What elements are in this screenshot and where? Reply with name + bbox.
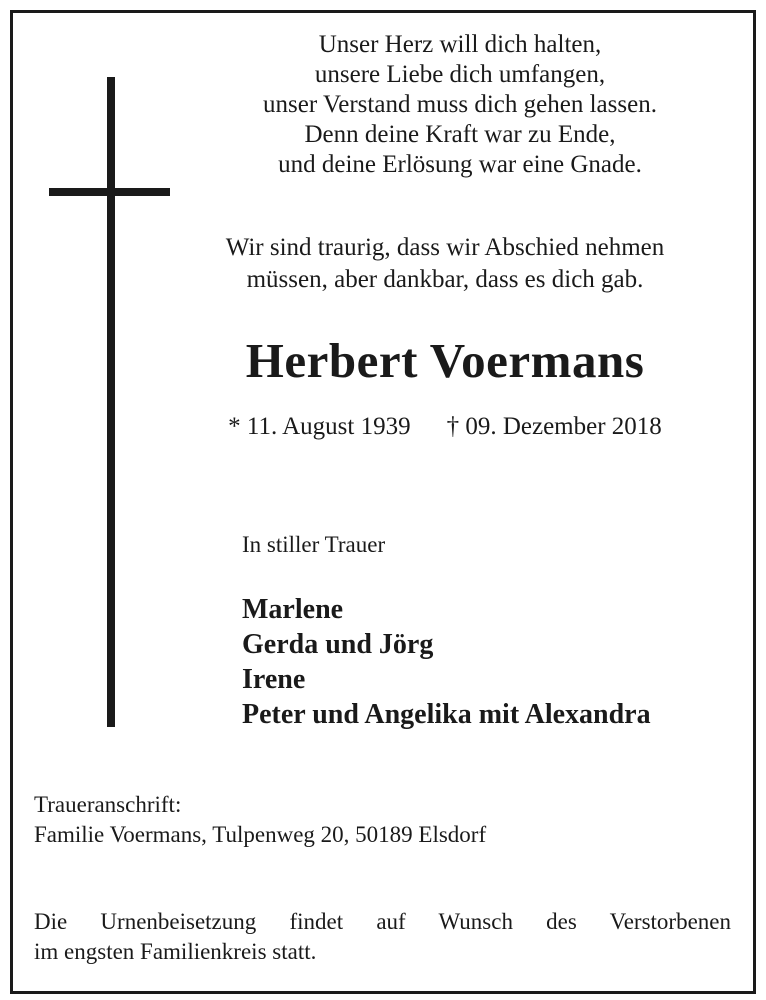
death-date: † 09. Dezember 2018 (446, 413, 662, 440)
mourner: Gerda und Jörg (242, 629, 434, 660)
burial-line: im engsten Familienkreis statt. (34, 939, 317, 964)
poem-line: Unser Herz will dich halten, (318, 31, 602, 58)
birth-date: * 11. August 1939 (228, 413, 411, 440)
poem (250, 30, 670, 180)
poem-line: und deine Erlösung war eine Gnade. (278, 151, 642, 178)
mourner: Peter und Angelika mit Alexandra (242, 699, 651, 730)
farewell-line: müssen, aber dankbar, dass es dich gab. (246, 266, 644, 293)
burial-line: Die Urnenbeisetzung findet auf Wunsch des Verstorbenen (34, 909, 731, 934)
address-value: Familie Voermans, Tulpenweg 20, 50189 Elsdorf (34, 822, 487, 847)
burial-notice (34, 907, 731, 967)
cross-vertical-bar (107, 77, 115, 727)
poem-line: unser Verstand muss dich gehen lassen. (263, 91, 657, 118)
cross-horizontal-bar (49, 188, 170, 196)
life-dates (190, 410, 700, 444)
mourners-list (242, 592, 651, 732)
address-label: Traueranschrift: (34, 792, 182, 817)
poem-line: Denn deine Kraft war zu Ende, (304, 121, 616, 148)
farewell-line: Wir sind traurig, dass wir Abschied nehmen (225, 234, 665, 261)
farewell-text (175, 232, 715, 296)
mourning-label: In stiller Trauer (242, 532, 386, 557)
poem-line: unsere Liebe dich umfangen, (314, 61, 606, 88)
mourner: Marlene (242, 594, 344, 625)
mourning-address (34, 790, 486, 850)
mourner: Irene (242, 664, 306, 695)
deceased-name: Herbert Voermans (245, 333, 645, 388)
